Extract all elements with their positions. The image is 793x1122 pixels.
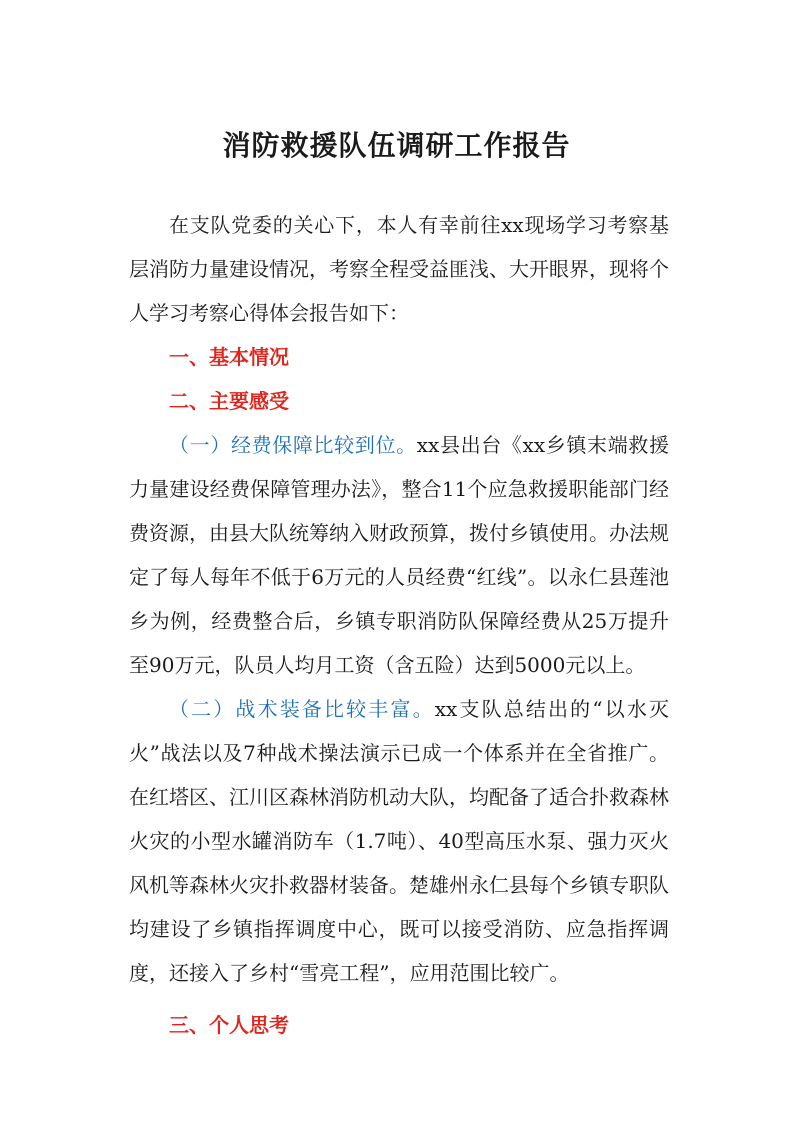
section-heading-impressions: 二、主要感受 [169,389,289,413]
section-heading-basic: 一、基本情况 [169,345,289,369]
item-paragraph-equipment [129,687,669,995]
item-heading-equipment: （二）战术装备比较丰富。 [169,697,435,721]
item-heading-funding: （一）经费保障比较到位。 [169,433,417,457]
document-title: 消防救援队伍调研工作报告 [222,129,571,162]
document-body [129,203,669,1047]
item-paragraph-funding [129,423,669,687]
item-text-equipment: xx支队总结出的“以水灭火”战法以及7种战术操法演示已成一个体系并在全省推广。在红塔区、江川区森林消防机动大队，均配备了适合扑救森林火灾的小型水罐消防车（1.7吨）、40型高压水泵、强力灭火风机等森林火灾扑救器材装备。楚雄州永仁县每个乡镇专职队均建设了乡镇指挥调度中心，既可以接受消防、应急指挥调度，还接入了乡村“雪亮工程”，应用范围比较广。 [129,697,669,985]
intro-paragraph: 在支队党委的关心下，本人有幸前往xx现场学习考察基层消防力量建设情况，考察全程受益匪浅、大开眼界，现将个人学习考察心得体会报告如下： [129,213,669,325]
section-heading-thoughts: 三、个人思考 [169,1013,289,1037]
item-text-funding: xx县出台《xx乡镇末端救援力量建设经费保障管理办法》，整合11个应急救援职能部门经费资源，由县大队统筹纳入财政预算，拨付乡镇使用。办法规定了每人每年不低于6万元的人员经费“红线”。以永仁县莲池乡为例，经费整合后，乡镇专职消防队保障经费从25万提升至90万元，队员人均月工资（含五险）达到5000元以上。 [129,433,669,677]
